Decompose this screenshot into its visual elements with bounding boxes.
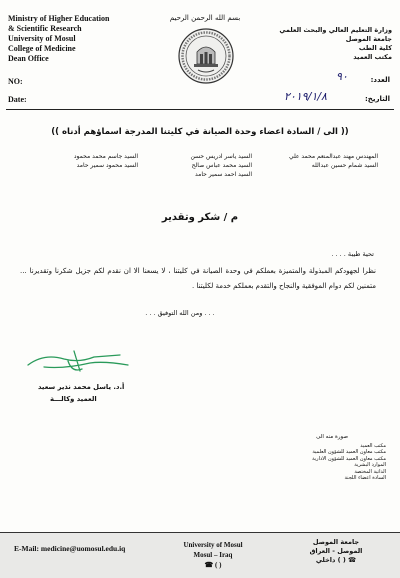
addressee-line: (( الى / السادة اعضاء وحدة الصيانة في كليتنا المدرجة اسماؤهم أدناه )) <box>51 127 349 137</box>
footer-address-ar <box>286 538 386 565</box>
copy-item: مكتب معاون العميد للشؤون الادارية <box>312 455 386 462</box>
header-divider <box>6 109 394 110</box>
footer-email: E-Mail: medicine@uomosul.edu.iq <box>14 544 126 553</box>
ar-line-1: وزارة التعليم العالي والبحث العلمي <box>279 26 392 34</box>
letter-subject: م / شكر وتقدير <box>161 212 239 223</box>
signer-name: أ.د. ياسل محمد نذير سعيد <box>38 383 125 391</box>
en-line-4: College of Medicine <box>8 44 76 53</box>
letter-body: نظرا لجهودكم المبذولة والمتميزة بعملكم في وحدة الصيانة في كليتنا ، لا يسعنا الا ان نقدم لكم جزيل شكرنا وتقديرنا ... متمنين لكم دوام الموفقية والنجاح والتقدم بعملكم خدمة لكليتنا . <box>20 267 376 290</box>
name-item: السيد جاسم محمد محمود <box>73 153 138 160</box>
footer-ar-line: ☎ ( ) داخلي <box>315 556 357 564</box>
footer-en-line: University of Mosul <box>183 541 243 549</box>
english-header <box>8 14 158 64</box>
signer-title: العميد وكالـــة <box>50 395 97 403</box>
name-item: السيد ياسر ادريس حسن <box>190 153 252 160</box>
arabic-header <box>272 26 392 62</box>
date-label-ar: التاريخ: <box>364 95 390 103</box>
footer-en-line: ☎ ( ) <box>204 561 222 569</box>
footer-en-line: Mosul – Iraq <box>193 551 233 559</box>
no-label: NO: <box>8 77 23 86</box>
ar-line-3: كلية الطب <box>358 44 392 52</box>
copy-item: مكتب العميد <box>360 443 386 449</box>
ar-line-2: جامعة الموصل <box>345 35 392 43</box>
en-line-1: Ministry of Higher Education <box>8 14 110 23</box>
en-line-2: & Scientific Research <box>8 24 82 33</box>
name-item: السيد شمام حسين عبدالله <box>311 162 378 169</box>
copies-list <box>246 443 386 481</box>
copy-item: الذاتية المختصة <box>354 468 386 475</box>
name-item: المهندس مهند عبدالمنعم محمد علي <box>288 153 378 160</box>
date-value: ٢٠١٩/١/٨ <box>284 90 327 103</box>
name-item: السيد محمود سمير حامد <box>76 162 138 169</box>
number-value: ٩٠ <box>336 70 348 83</box>
copies-title: صورة منه الى <box>316 434 348 440</box>
closing-line: . . . ومن الله التوفيق . . . <box>145 309 215 317</box>
name-item: السيد احمد سمير حامد <box>194 171 252 178</box>
footer-address-en <box>168 540 258 570</box>
names-middle-column <box>152 152 252 179</box>
footer-ar-line: الموصل - العراق <box>309 547 363 555</box>
names-left-column <box>28 152 138 170</box>
name-item: السيد محمد عباس صالح <box>191 162 252 169</box>
en-line-3: University of Mosul <box>8 34 76 43</box>
ar-line-4: مكتب العميد <box>353 53 392 61</box>
handwritten-signature <box>24 347 134 375</box>
date-label: Date: <box>8 95 27 104</box>
university-logo <box>178 28 234 84</box>
copy-item: الموارد البشرية <box>354 462 386 469</box>
names-right-column <box>258 152 378 170</box>
greeting: تحية طيبة . . . . <box>331 250 374 258</box>
footer-ar-line: جامعة الموصل <box>312 538 360 546</box>
en-line-5: Dean Office <box>8 54 49 63</box>
copy-item: السادة اعضاء اللجنة <box>344 475 386 482</box>
copy-item: مكتب معاون العميد للشؤون العلمية <box>312 449 386 456</box>
basmala: بسم الله الرحمن الرحيم <box>169 14 241 22</box>
number-label: العدد: <box>370 76 390 84</box>
